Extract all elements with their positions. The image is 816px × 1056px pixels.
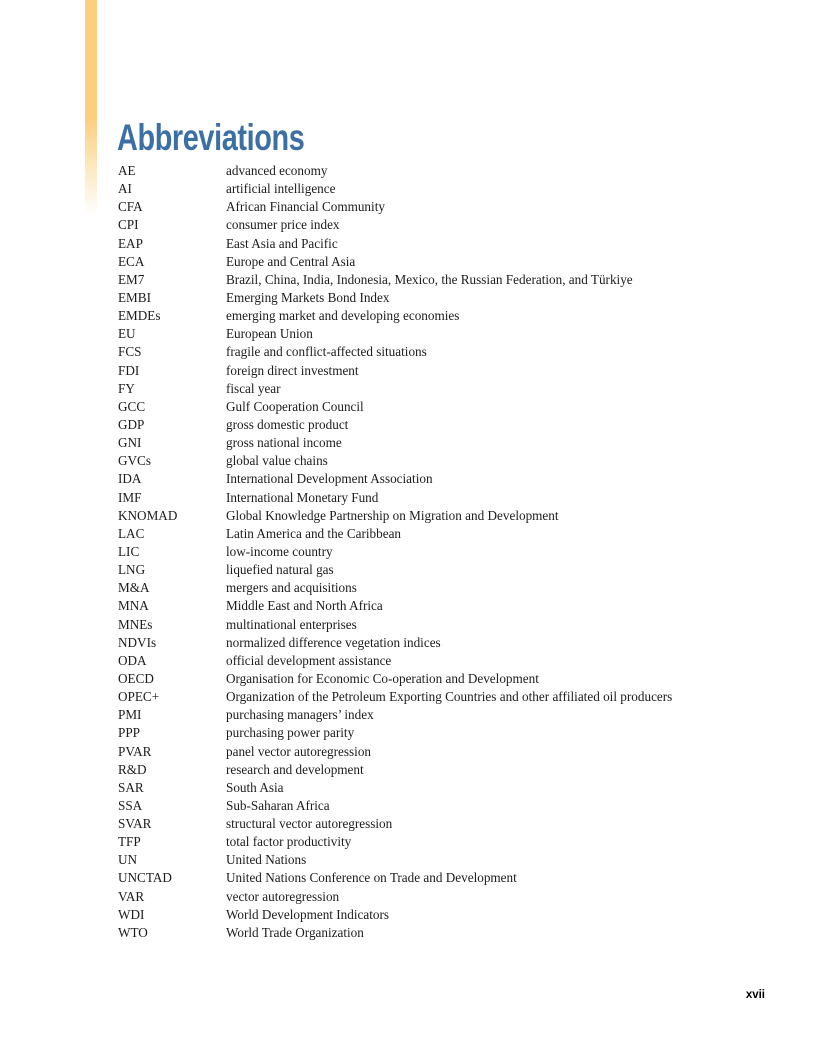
abbreviation-term: GDP: [118, 416, 145, 432]
abbreviation-definition: Middle East and North Africa: [226, 598, 383, 614]
abbreviation-row: [118, 362, 768, 380]
abbreviation-definition: consumer price index: [226, 217, 340, 233]
abbreviation-term: KNOMAD: [118, 507, 178, 523]
abbreviation-definition: gross national income: [226, 435, 342, 451]
abbreviation-definition: purchasing managers’ index: [226, 707, 374, 723]
abbreviation-definition: World Development Indicators: [226, 906, 390, 922]
abbreviation-row: [118, 561, 768, 579]
abbreviation-definition: World Trade Organization: [226, 924, 364, 940]
abbreviation-term: OPEC+: [118, 689, 160, 705]
abbreviation-definition: Emerging Markets Bond Index: [226, 289, 390, 305]
abbreviation-term: LNG: [118, 562, 146, 578]
abbreviation-row: [118, 162, 768, 180]
abbreviation-definition: fragile and conflict-affected situations: [226, 344, 427, 360]
abbreviation-definition: panel vector autoregression: [226, 743, 372, 759]
abbreviation-row: [118, 543, 768, 561]
abbreviation-term: FCS: [118, 344, 142, 360]
abbreviation-term: M&A: [118, 580, 150, 596]
abbreviation-row: [118, 724, 768, 742]
abbreviation-row: [118, 216, 768, 234]
abbreviation-definition: global value chains: [226, 453, 328, 469]
accent-bar: [85, 0, 97, 215]
abbreviation-row: [118, 253, 768, 271]
abbreviation-definition: vector autoregression: [226, 888, 340, 904]
abbreviation-definition: United Nations Conference on Trade and Development: [226, 870, 517, 886]
abbreviation-row: [118, 888, 768, 906]
abbreviation-row: [118, 579, 768, 597]
abbreviation-term: EAP: [118, 235, 143, 251]
abbreviation-row: [118, 616, 768, 634]
abbreviation-row: [118, 597, 768, 615]
abbreviation-definition: Global Knowledge Partnership on Migration and Development: [226, 507, 559, 523]
abbreviation-row: [118, 688, 768, 706]
abbreviation-row: [118, 779, 768, 797]
abbreviation-term: AI: [118, 181, 132, 197]
abbreviation-definition: African Financial Community: [226, 199, 385, 215]
abbreviation-term: ECA: [118, 253, 145, 269]
abbreviation-term: PMI: [118, 707, 142, 723]
abbreviation-term: NDVIs: [118, 634, 157, 650]
abbreviation-row: [118, 851, 768, 869]
abbreviation-term: EM7: [118, 271, 145, 287]
abbreviation-definition: Sub-Saharan Africa: [226, 797, 330, 813]
abbreviation-definition: Latin America and the Caribbean: [226, 525, 402, 541]
abbreviation-definition: total factor productivity: [226, 834, 352, 850]
abbreviation-term: CPI: [118, 217, 139, 233]
abbreviation-row: [118, 815, 768, 833]
abbreviation-row: [118, 452, 768, 470]
abbreviation-definition: advanced economy: [226, 163, 328, 178]
abbreviation-term: PPP: [118, 725, 141, 741]
abbreviation-term: UNCTAD: [118, 870, 172, 886]
abbreviation-definition: Gulf Cooperation Council: [226, 398, 364, 414]
abbreviation-definition: research and development: [226, 761, 364, 777]
abbreviation-row: [118, 180, 768, 198]
abbreviation-definition: emerging market and developing economies: [226, 308, 460, 324]
page-number: xvii: [745, 989, 765, 1001]
abbreviation-definition: Organisation for Economic Co-operation and Development: [226, 670, 539, 686]
abbreviation-term: SSA: [118, 797, 143, 813]
abbreviations-list: [118, 162, 768, 942]
abbreviation-row: [118, 489, 768, 507]
abbreviation-term: ODA: [118, 652, 147, 668]
abbreviation-row: [118, 198, 768, 216]
abbreviation-term: GVCs: [118, 453, 151, 469]
abbreviation-definition: official development assistance: [226, 652, 392, 668]
abbreviation-term: GCC: [118, 398, 146, 414]
abbreviation-definition: artificial intelligence: [226, 181, 336, 197]
abbreviation-row: [118, 343, 768, 361]
abbreviation-term: FY: [118, 380, 135, 396]
abbreviation-row: [118, 869, 768, 887]
abbreviation-row: [118, 398, 768, 416]
abbreviation-term: SAR: [118, 779, 144, 795]
abbreviation-definition: East Asia and Pacific: [226, 235, 338, 251]
abbreviation-term: CFA: [118, 199, 143, 215]
abbreviation-row: [118, 706, 768, 724]
abbreviation-definition: structural vector autoregression: [226, 816, 393, 832]
abbreviation-definition: multinational enterprises: [226, 616, 357, 632]
abbreviation-definition: International Development Association: [226, 471, 433, 487]
abbreviation-term: PVAR: [118, 743, 152, 759]
abbreviation-definition: purchasing power parity: [226, 725, 355, 741]
abbreviation-term: EU: [118, 326, 136, 342]
abbreviation-row: [118, 797, 768, 815]
abbreviation-definition: low-income country: [226, 543, 333, 559]
abbreviation-term: R&D: [118, 761, 147, 777]
abbreviation-row: [118, 507, 768, 525]
abbreviation-term: WTO: [118, 924, 148, 940]
abbreviation-definition: foreign direct investment: [226, 362, 359, 378]
abbreviation-row: [118, 307, 768, 325]
abbreviation-definition: United Nations: [226, 852, 307, 868]
abbreviation-row: [118, 289, 768, 307]
abbreviation-row: [118, 470, 768, 488]
abbreviation-row: [118, 416, 768, 434]
page-title: Abbreviations: [117, 116, 305, 158]
abbreviation-term: LAC: [118, 525, 145, 541]
abbreviation-term: UN: [118, 852, 138, 868]
abbreviation-term: EMDEs: [118, 308, 161, 324]
abbreviation-row: [118, 652, 768, 670]
abbreviation-term: MNA: [118, 598, 149, 614]
abbreviation-row: [118, 743, 768, 761]
abbreviation-row: [118, 634, 768, 652]
abbreviation-row: [118, 525, 768, 543]
abbreviation-definition: European Union: [226, 326, 313, 342]
abbreviation-term: TFP: [118, 834, 141, 850]
abbreviation-term: IDA: [118, 471, 142, 487]
abbreviation-row: [118, 325, 768, 343]
abbreviation-term: AE: [118, 163, 136, 178]
abbreviation-term: MNEs: [118, 616, 153, 632]
abbreviation-term: LIC: [118, 543, 140, 559]
abbreviation-definition: Europe and Central Asia: [226, 253, 356, 269]
abbreviation-term: SVAR: [118, 816, 152, 832]
abbreviation-term: VAR: [118, 888, 145, 904]
abbreviation-row: [118, 833, 768, 851]
abbreviation-row: [118, 670, 768, 688]
abbreviation-definition: normalized difference vegetation indices: [226, 634, 441, 650]
abbreviation-row: [118, 924, 768, 942]
abbreviation-term: IMF: [118, 489, 142, 505]
abbreviation-definition: Organization of the Petroleum Exporting Countries and other affiliated oil producers: [226, 689, 673, 705]
abbreviation-term: GNI: [118, 435, 142, 451]
abbreviation-row: [118, 235, 768, 253]
abbreviation-row: [118, 380, 768, 398]
abbreviation-definition: gross domestic product: [226, 416, 349, 432]
abbreviation-definition: fiscal year: [226, 380, 281, 396]
abbreviation-row: [118, 761, 768, 779]
abbreviation-term: WDI: [118, 906, 145, 922]
abbreviation-row: [118, 434, 768, 452]
abbreviation-row: [118, 906, 768, 924]
abbreviation-definition: International Monetary Fund: [226, 489, 379, 505]
abbreviation-definition: mergers and acquisitions: [226, 580, 357, 596]
abbreviation-term: EMBI: [118, 289, 151, 305]
abbreviation-definition: South Asia: [226, 779, 284, 795]
abbreviation-row: [118, 271, 768, 289]
abbreviation-definition: Brazil, China, India, Indonesia, Mexico, the Russian Federation, and Türkiye: [226, 271, 633, 287]
abbreviation-term: FDI: [118, 362, 140, 378]
abbreviation-definition: liquefied natural gas: [226, 562, 334, 578]
abbreviation-term: OECD: [118, 670, 154, 686]
